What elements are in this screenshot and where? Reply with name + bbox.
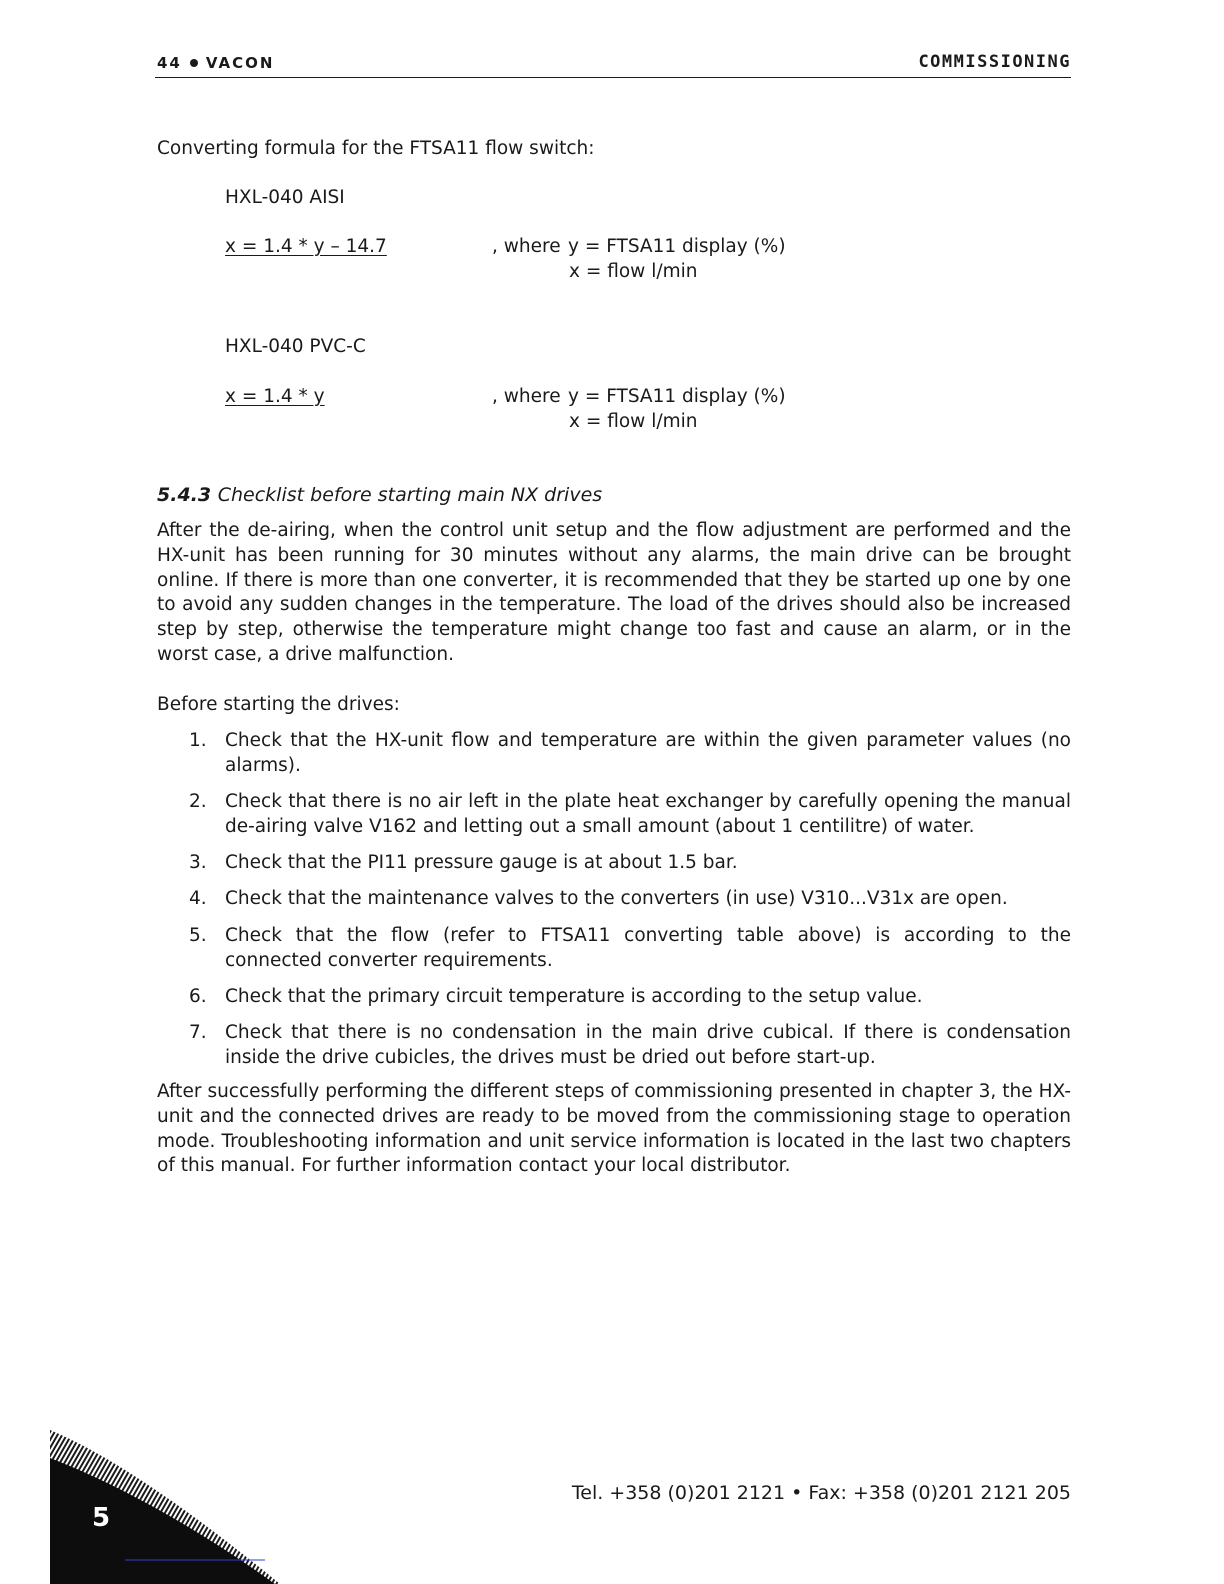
bullet-icon xyxy=(190,59,198,67)
list-item: 5. Check that the flow (refer to FTSA11 converting table above) is according to the connected converter requirements. xyxy=(189,924,1071,971)
paragraph-closing: After successfully performing the different steps of commissioning presented in chapter 3, the HX-unit and the connected drives are ready to be moved from the commissioning stage to operation mode. Troubleshooting information and unit service information is located in the last two chapters of this manual. For further information contact your local distributor. xyxy=(157,1081,1071,1177)
checklist xyxy=(157,729,1071,1082)
before-label: Before starting the drives: xyxy=(157,694,400,715)
where-line2: x = flow l/min xyxy=(569,261,698,282)
where-line2: x = flow l/min xyxy=(569,411,698,432)
list-item: 1. Check that the HX-unit flow and temperature are within the given parameter values (no alarms). xyxy=(189,730,1071,776)
header-section: COMMISSIONING xyxy=(918,52,1071,72)
formula-model-1: HXL-040 AISI xyxy=(225,187,345,208)
list-item: 6. Check that the primary circuit temperature is according to the setup value. xyxy=(189,985,923,1007)
formula-model-2: HXL-040 PVC-C xyxy=(225,336,366,357)
list-item: 3. Check that the PI11 pressure gauge is at about 1.5 bar. xyxy=(189,852,738,874)
list-item: 7. Check that there is no condensation in the main drive cubical. If there is condensation inside the drive cubicles, the drives must be dried out before start-up. xyxy=(189,1022,1071,1068)
header-page-brand xyxy=(157,54,274,72)
where-line1: y = FTSA11 display (%) xyxy=(568,386,786,407)
section-title: Checklist before starting main NX drives xyxy=(217,484,603,506)
header-brand: VACON xyxy=(205,54,275,72)
formula-where-2 xyxy=(492,384,786,434)
intro-text: Converting formula for the FTSA11 flow switch: xyxy=(157,138,595,159)
section-number: 5.4.3 xyxy=(157,484,212,506)
paragraph-intro: After the de-airing, when the control unit setup and the flow adjustment are performed and the HX-unit has been running for 30 minutes without any alarms, the main drive can be brought online. If there is more than one converter, it is recommended that they be started up one by one to avoid any sudden changes in the temperature. The load of the drives should also be increased step by step, otherwise the temperature might change too fast and cause an alarm, or in the worst case, a drive malfunction. xyxy=(157,520,1071,665)
formula-where-1 xyxy=(492,234,786,284)
header-divider xyxy=(155,77,1071,78)
where-line1: y = FTSA11 display (%) xyxy=(568,236,786,257)
footer-contact: Tel. +358 (0)201 2121 • Fax: +358 (0)201 2121 205 xyxy=(571,1482,1071,1504)
chapter-tab-number: 5 xyxy=(92,1503,111,1533)
section-heading xyxy=(157,482,602,508)
formula-2: x = 1.4 * y xyxy=(225,386,325,407)
where-label: , where xyxy=(492,386,561,407)
formula-1: x = 1.4 * y – 14.7 xyxy=(225,236,387,257)
list-item: 4. Check that the maintenance valves to the converters (in use) V310...V31x are open. xyxy=(189,888,1008,910)
chapter-tab-graphic xyxy=(50,1430,280,1584)
list-item: 2. Check that there is no air left in the plate heat exchanger by carefully opening the manual de-airing valve V162 and letting out a small amount (about 1 centilitre) of water. xyxy=(189,791,1071,837)
header-page-number: 44 xyxy=(157,54,182,72)
where-label: , where xyxy=(492,236,561,257)
